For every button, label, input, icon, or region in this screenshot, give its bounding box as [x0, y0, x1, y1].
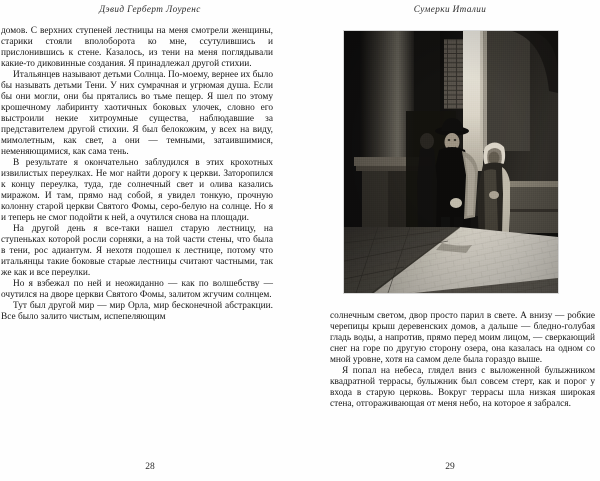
left-page-text — [1, 26, 273, 323]
paragraph: домов. С верхних ступеней лестницы на меня смотрели женщины, старики стояли вполоборота ко мне, ссутулившись и прислонившись к стене. Казалось, из тени на меня поглядывали какие-то диковинные создания. Я принадлежал другой стихии. — [1, 26, 273, 70]
photograph-image — [344, 31, 558, 293]
photograph — [344, 31, 558, 293]
paragraph: Тут был другой мир — мир Орла, мир бесконечной абстракции. Все было залито чистым, испепеляющим — [1, 301, 273, 323]
right-running-head: Сумерки Италии — [413, 4, 487, 14]
paragraph: Итальянцев называют детьми Солнца. По-моему, вернее их было бы называть детьми Тени. У них сумрачная и угрюмая душа. Если бы они могли, они бы прятались во тьме пещер. Я шел по этому крошечному лабиринту хаотичных боковых улочек, словно его выстроили некие хитроумные существа, наблюдавшие за представителем другой стихии. Я был белокожим, у всех на виду, мимолетным, как свет, а они — темными, затаившимися, неменяющимися, как сама тень. — [1, 70, 273, 158]
paragraph: Я попал на небеса, глядел вниз с выложенной булыжником квадратной террасы, булыжник был совсем стерт, как и порог у входа в старую церковь. Вокруг террасы шла низкая широкая стена, отгораживающая от меня небо, на которое я забрался. — [330, 366, 595, 410]
paragraph: На другой день я все-таки нашел старую лестницу, на ступеньках которой росли сорняки, а на той части стены, что была в тени, рос адиантум. Я нехотя подошел к лестнице, потому что итальянцы такие боковые старые лестницы считают частными, так же как и все переулки. — [1, 224, 273, 279]
right-page-number: 29 — [445, 462, 455, 472]
paragraph: В результате я окончательно заблудился в этих крохотных извилистых переулках. Не мог найти дорогу к церкви. Заторопился к концу переулка, туда, где солнечный свет и олива казались миражом. И там, прямо над собой, я увидел тонкую, прочную колонну старой церкви Святого Фомы, серо-белую на солнце. Но я и теперь не смог подойти к ней, а очутился снова на площади. — [1, 158, 273, 224]
paragraph: Но я взбежал по ней и неожиданно — как по волшебству — очутился на дворе церкви Святого Фомы, залитом жгучим солнцем. — [1, 279, 273, 301]
right-page-text — [330, 311, 595, 410]
left-page-number: 28 — [145, 462, 155, 472]
left-running-head: Дэвид Герберт Лоуренс — [99, 4, 201, 14]
paragraph: солнечным светом, двор просто парил в свете. А внизу — робкие черепицы крыш деревенских домов, а дальше — бледно-голубая гладь воды, а напротив, прямо перед моим лицом, — сверкающий снег на горе по другую сторону озера, она казалась на одном со мной уровне, хотя на самом деле была гораздо выше. — [330, 311, 595, 366]
